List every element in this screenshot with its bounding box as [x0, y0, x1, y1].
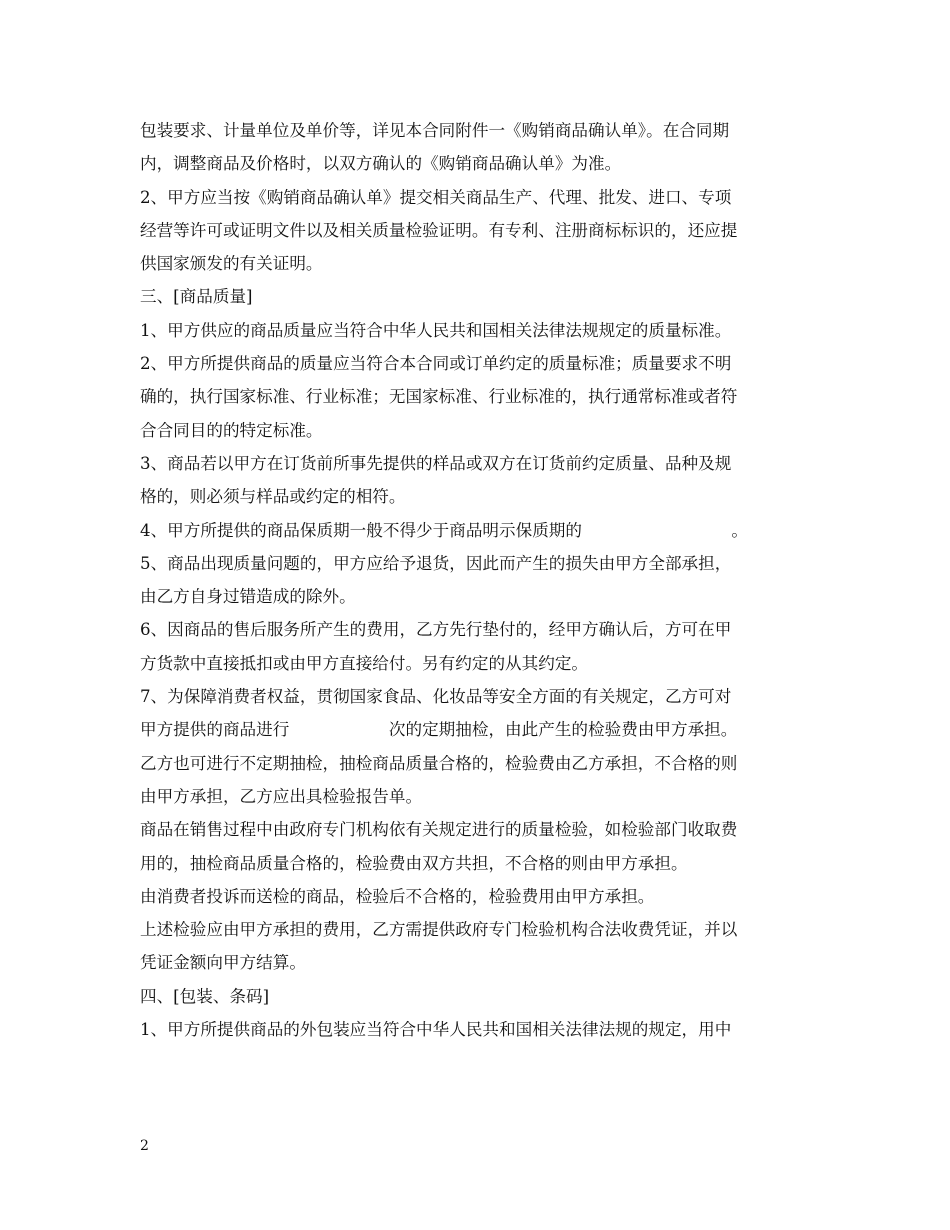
- text-line: 由消费者投诉而送检的商品，检验后不合格的，检验费用由甲方承担。: [140, 886, 655, 906]
- text-line: 1、甲方所提供商品的外包装应当符合中华人民共和国相关法律法规的规定，用中: [140, 1020, 732, 1040]
- text-line: 乙方也可进行不定期抽检，抽检商品质量合格的，检验费由乙方承担，不合格的则: [140, 753, 738, 773]
- text-line: 2、甲方所提供商品的质量应当符合本合同或订单约定的质量标准；质量要求不明: [140, 354, 732, 374]
- text-line: 凭证金额向甲方结算。: [140, 953, 306, 973]
- section-heading: 四、[包装、条码]: [140, 986, 270, 1006]
- text-line: 5、商品出现质量问题的，甲方应给予退货，因此而产生的损失由甲方全部承担，: [140, 553, 732, 573]
- text-line: 供国家颁发的有关证明。: [140, 254, 323, 274]
- text-line: 7、为保障消费者权益，贯彻国家食品、化妆品等安全方面的有关规定，乙方可对: [140, 687, 732, 707]
- text-line: 经营等许可或证明文件以及相关质量检验证明。有专利、注册商标标识的，还应提: [140, 220, 738, 240]
- text-line: 甲方提供的商品进行 次的定期抽检，由此产生的检验费由甲方承担。: [140, 720, 738, 740]
- text-line: 格的，则必须与样品或约定的相符。: [140, 487, 406, 507]
- text-line: 方货款中直接抵扣或由甲方直接给付。另有约定的从其约定。: [140, 653, 589, 673]
- text-line: 3、商品若以甲方在订货前所事先提供的样品或双方在订货前约定质量、品种及规: [140, 453, 732, 473]
- text-line: 4、甲方所提供的商品保质期一般不得少于商品明示保质期的 。: [140, 520, 748, 540]
- text-line: 确的，执行国家标准、行业标准；无国家标准、行业标准的，执行通常标准或者符: [140, 387, 738, 407]
- text-line: 上述检验应由甲方承担的费用，乙方需提供政府专门检验机构合法收费凭证，并以: [140, 920, 738, 940]
- text-line: 由乙方自身过错造成的除外。: [140, 587, 356, 607]
- text-line: 商品在销售过程中由政府专门机构依有关规定进行的质量检验，如检验部门收取费: [140, 820, 738, 840]
- text-line: 用的，抽检商品质量合格的，检验费由双方共担，不合格的则由甲方承担。: [140, 853, 688, 873]
- text-line: 2、甲方应当按《购销商品确认单》提交相关商品生产、代理、批发、进口、专项: [140, 187, 732, 207]
- text-line: 1、甲方供应的商品质量应当符合中华人民共和国相关法律法规规定的质量标准。: [140, 320, 732, 340]
- body-text: [140, 114, 820, 1046]
- text-line: 由甲方承担，乙方应出具检验报告单。: [140, 786, 423, 806]
- section-heading: 三、[商品质量]: [140, 287, 253, 307]
- text-line: 包装要求、计量单位及单价等，详见本合同附件一《购销商品确认单》。在合同期: [140, 121, 730, 140]
- text-line: 6、因商品的售后服务所产生的费用，乙方先行垫付的，经甲方确认后，方可在甲: [140, 620, 732, 640]
- page-number: 2: [140, 1138, 149, 1154]
- text-line: 合合同目的的特定标准。: [140, 420, 323, 440]
- text-line: 内，调整商品及价格时，以双方确认的《购销商品确认单》为准。: [140, 154, 622, 174]
